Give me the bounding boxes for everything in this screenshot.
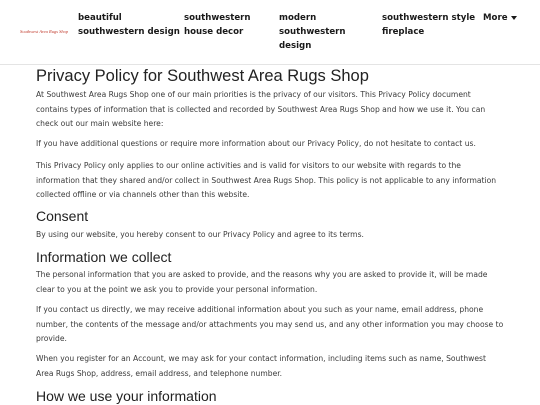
caret-down-icon xyxy=(511,16,517,20)
page-title: Privacy Policy for Southwest Area Rugs Shop xyxy=(36,67,369,85)
collect-paragraph-3: When you register for an Account, we may ask for your contact information, including items such as name, Southwest Area Rugs Shop, address, email address, and telephone number. xyxy=(36,354,486,378)
collect-paragraph-2: If you contact us directly, we may receive additional information about you such as your name, email address, phone number, the contents of the message and/or attachments you may send us, and any other information you may choose to provide. xyxy=(36,305,504,343)
more-menu-button[interactable] xyxy=(483,11,517,25)
collect-heading: Information we collect xyxy=(36,249,172,265)
consent-paragraph: By using our website, you hereby consent to our Privacy Policy and agree to its terms. xyxy=(36,230,364,239)
nav-link-modern-southwestern-design[interactable]: modern southwestern design xyxy=(279,13,346,51)
intro-paragraph-2: If you have additional questions or require more information about our Privacy Policy, do not hesitate to contact us. xyxy=(36,139,476,148)
consent-heading: Consent xyxy=(36,208,89,224)
collect-paragraph-1: The personal information that you are asked to provide, and the reasons why you are asked to provide it, will be made clear to you at the point we ask you to provide your personal information. xyxy=(36,270,488,294)
nav-link-beautiful-southwestern-design[interactable]: beautiful southwestern design xyxy=(78,13,180,37)
intro-paragraph-3: This Privacy Policy only applies to our online activities and is valid for visitors to our website with regards to the information that they shared and/or collect in Southwest Area Rugs Shop. This policy is not applicable to any information collected offline or via channels other than this website. xyxy=(36,161,497,199)
more-menu-label: More xyxy=(483,13,508,23)
intro-paragraph-1: At Southwest Area Rugs Shop one of our main priorities is the privacy of our visitors. This Privacy Policy document contains types of information that is collected and recorded by Southwest Area Rugs Shop and how we use it. You can check out our main website here: xyxy=(36,90,486,128)
use-heading: How we use your information xyxy=(36,388,217,404)
site-header xyxy=(0,0,540,65)
site-logo[interactable]: Southwest Area Rugs Shop xyxy=(20,29,69,34)
nav-link-southwestern-style-fireplace[interactable]: southwestern style fireplace xyxy=(382,13,476,37)
nav-link-southwestern-house-decor[interactable]: southwestern house decor xyxy=(184,13,251,37)
